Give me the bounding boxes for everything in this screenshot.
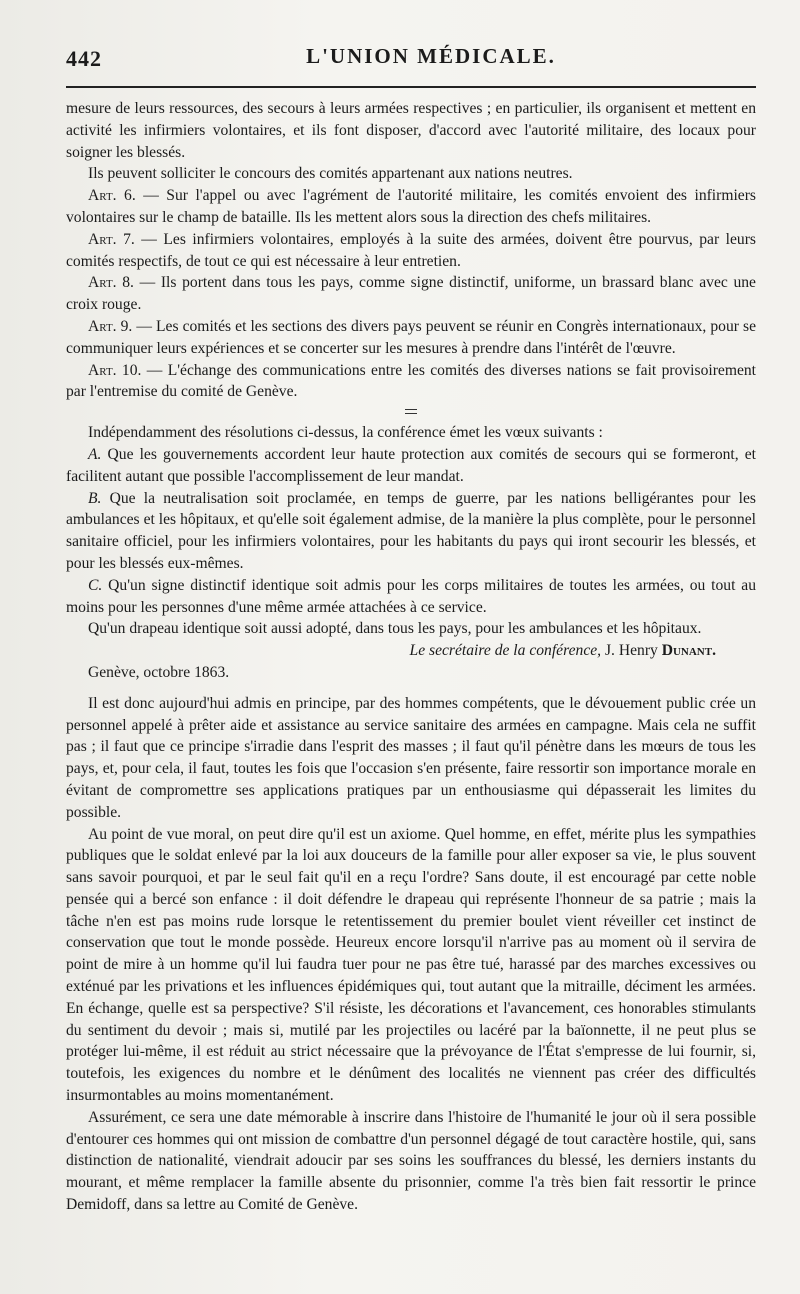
header-rule <box>66 86 756 88</box>
opening-paragraph: mesure de leurs ressources, des secours à leurs armées respectives ; en particulier, ils organisent et mettent en activité les infirmiers volontaires, et ils font disposer, d'accord avec l'autorité militaire, des locaux pour soigner les blessés. <box>66 100 756 161</box>
article-label: Art. 8. <box>88 274 134 292</box>
body-paragraph: Assurément, ce sera une date mémorable à inscrire dans l'histoire de l'humanité le jour où il sera possible d'entourer ces hommes qui ont mission de combattre d'un personnel dégagé de tout caractère hostile, qui, sans distinction de nationalité, viendrait adoucir par ses soins les souffrances du blessé, les derniers instants du mourant, et même remplacer la famille absente du prisonnier, comme l'a très bien fait ressortir le prince Demidoff, dans sa lettre au Comité de Genève. <box>66 1108 756 1214</box>
body-paragraph: Il est donc aujourd'hui admis en principe, par des hommes compétents, que le dévouement public crée un personnel appelé à prêter aide et assistance au service sanitaire des armées en campagne. Mais cela ne suffit pas ; il faut que ce principe s'irradie dans l'esprit des masses ; il faut qu'il pénètre dans les mœurs de tous les pays, et, pour cela, il faut, toutes les fois que l'occasion s'en présente, faire ressortir son importance morale en évitant de compromettre ses applications pratiques par un enthousiasme qui dépasserait les limites du possible. <box>66 694 756 821</box>
article-label: Art. 10. <box>88 361 142 379</box>
wish-flag: Qu'un drapeau identique soit aussi adopté, dans tous les pays, pour les ambulances et les hôpitaux. <box>88 620 702 638</box>
page-header <box>66 36 756 70</box>
article-text: — Les comités et les sections des divers pays peuvent se réunir en Congrès internationaux, pour se communiquer leurs expériences et se concerter sur les mesures à prendre dans l'intérêt de l'œuvre. <box>66 317 756 357</box>
place-date: Genève, octobre 1863. <box>88 663 230 681</box>
wishes-intro: Indépendamment des résolutions ci-dessus, la conférence émet les vœux suivants : <box>88 424 603 442</box>
article-label: Art. 9. <box>88 317 133 335</box>
signature <box>66 640 756 662</box>
wish-text: Que la neutralisation soit proclamée, en temps de guerre, par les nations belligérantes pour les ambulances et les hôpitaux, et qu'elle soit également admise, de la manière la plus complète, pour le personnel sanitaire officiel, pour les infirmiers volontaires, pour les habitants du pays qui iront secourir les blessés, et pour les blessés eux-mêmes. <box>66 489 756 572</box>
neutral-nations-paragraph: Ils peuvent solliciter le concours des comités appartenant aux nations neutres. <box>88 165 573 183</box>
article-9 <box>66 316 756 360</box>
article-6 <box>66 185 756 229</box>
spacer <box>66 684 756 693</box>
article-text: — Sur l'appel ou avec l'agrément de l'autorité militaire, les comités envoient des infirmiers volontaires sur le champ de bataille. Ils les mettent alors sous la direction des chefs militaires. <box>66 187 756 226</box>
wish-b <box>66 488 756 575</box>
page-content <box>66 98 756 1216</box>
article-label: Art. 6. <box>88 187 136 205</box>
body-paragraph: Au point de vue moral, on peut dire qu'il est un axiome. Quel homme, en effet, mérite plus les sympathies publiques que le soldat enlevé par la loi aux douceurs de la famille pour aller exposer sa vie, le plus souvent sans savoir pourquoi, et par le seul fait qu'il en a reçu l'ordre? Sans doute, il est encouragé par cette noble pensée qui a bercé son enfance : il doit défendre le drapeau qui représente l'honneur de sa patrie ; mais la tâche n'en est pas moins rude lorsque le retentissement du premier boulet vient réveiller cet instinct de conservation que tout le monde possède. Heureux encore lorsqu'il n'arrive pas au moment où il servira de point de mire à un homme qu'il lui faudra tuer pour ne pas être tué, harassé par des marches excessives ou exténué par les privations et les influences épidémiques qui, tout autant que la mitraille, déciment les armées. En échange, quelle est sa perspective? S'il résiste, les décorations et l'avancement, ces honorables stimulants du sentiment du devoir ; mais si, mutilé par les projectiles ou lacéré par la baïonnette, il ne peut plus se protéger lui-même, il est réduit au strict nécessaire que la prévoyance de l'État s'empresse de lui fournir, si, toutefois, les exigences du nombre et le dénûment des localités ne viennent pas créer des difficultés insurmontables au moins momentanément. <box>66 825 756 1105</box>
wish-label: B. <box>88 489 102 507</box>
article-text: — Ils portent dans tous les pays, comme signe distinctif, uniforme, un brassard blanc avec une croix rouge. <box>66 274 756 314</box>
article-text: — L'échange des communications entre les comités des diverses nations se fait provisoirement par l'entremise du comité de Genève. <box>66 361 756 401</box>
wish-text: Qu'un signe distinctif identique soit admis pour les corps militaires de toutes les armées, ou tout au moins pour les personnes d'une même armée attachées à ce service. <box>66 576 756 616</box>
article-label: Art. 7. <box>88 230 135 248</box>
wish-text: Que les gouvernements accordent leur haute protection aux comités de secours qui se formeront, et facilitent autant que possible l'accomplissement de leur mandat. <box>66 445 756 485</box>
article-8 <box>66 272 756 316</box>
signature-surname: Dunant. <box>661 642 716 660</box>
article-7 <box>66 229 756 273</box>
article-text: — Les infirmiers volontaires, employés à la suite des armées, doivent être pourvus, par leurs comités respectifs, de tout ce qui est nécessaire à leur entretien. <box>66 230 756 270</box>
signature-name: J. Henry <box>604 642 658 660</box>
signature-role: Le secrétaire de la conférence, <box>409 642 602 660</box>
section-separator <box>405 409 417 414</box>
wish-label: A. <box>88 445 102 463</box>
wish-c <box>66 575 756 619</box>
wish-a <box>66 444 756 488</box>
article-10 <box>66 360 756 404</box>
wish-label: C. <box>88 576 103 594</box>
running-title: L'UNION MÉDICALE. <box>306 44 556 68</box>
page-number: 442 <box>66 46 102 71</box>
